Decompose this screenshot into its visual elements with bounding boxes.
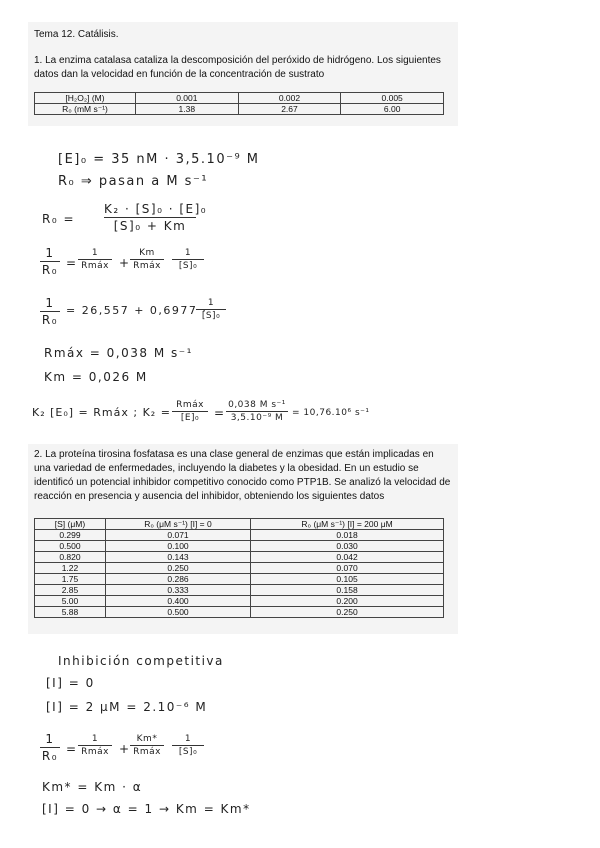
lb2-plus: + (119, 742, 131, 756)
table-row (35, 541, 444, 552)
page-title: Tema 12. Catálisis. (34, 29, 119, 40)
fit-equation: = 26,557 + 0,6977 · (66, 304, 208, 317)
table-cell: 5.00 (35, 596, 106, 607)
table-cell: 0.042 (251, 552, 444, 563)
lb-term3 (172, 248, 204, 271)
lb-r0: R₀ (41, 313, 59, 327)
fraction-bar (172, 745, 204, 746)
problem1-table (34, 92, 444, 115)
lb-s0: [S]₀ (178, 747, 198, 757)
lb-km: Km (139, 248, 155, 258)
mm-numerator: K₂ · [S]₀ · [E]₀ (104, 202, 208, 216)
table-cell: 0.100 (105, 541, 250, 552)
lb-term2 (130, 248, 164, 271)
fraction-bar (130, 259, 164, 260)
lb-one: 1 (184, 248, 192, 258)
fraction-bar (172, 259, 204, 260)
lb-rmax: Rmáx (81, 261, 109, 271)
table-cell: 0.001 (136, 93, 239, 104)
table-cell: 0.018 (251, 530, 444, 541)
fit-lhs (40, 296, 60, 327)
k2-equals: = (214, 406, 226, 420)
table-cell: 0.500 (105, 607, 250, 618)
table-cell: 0.143 (105, 552, 250, 563)
row-label: R₀ (mM s⁻¹) (35, 104, 136, 115)
table-cell: 0.250 (251, 607, 444, 618)
table-row (35, 552, 444, 563)
lb-equals: = (66, 256, 78, 270)
inhibition-title: Inhibición competitiva (58, 654, 224, 668)
table-cell: 0.105 (251, 574, 444, 585)
table-cell: 5.88 (35, 607, 106, 618)
lb-lhs (40, 246, 60, 277)
lb-s0: [S]₀ (178, 261, 198, 271)
zero-inhibitor-conclusion: [I] = 0 → α = 1 → Km = Km* (42, 802, 251, 816)
column-header: R₀ (μM s⁻¹) [I] = 200 μM (251, 519, 444, 530)
column-header: [S] (μM) (35, 519, 106, 530)
lb-one: 1 (91, 248, 99, 258)
fraction-bar (78, 259, 112, 260)
table-cell: 2.85 (35, 585, 106, 596)
fraction-bar (226, 411, 288, 412)
table-row (35, 93, 444, 104)
table-cell: 0.286 (105, 574, 250, 585)
table-cell: 0.250 (105, 563, 250, 574)
table-cell: 0.200 (251, 596, 444, 607)
lb2-term2 (130, 734, 164, 757)
fraction-bar (40, 311, 60, 312)
table-cell: 0.400 (105, 596, 250, 607)
k2-frac1 (172, 400, 208, 423)
k2-lhs: K₂ [E₀] = Rmáx ; K₂ = (32, 406, 171, 419)
k2-den1: [E]₀ (180, 413, 200, 423)
column-header: R₀ (μM s⁻¹) [I] = 0 (105, 519, 250, 530)
lb-rmax: Rmáx (81, 747, 109, 757)
enzyme-concentration: [E]₀ = 35 nM · 3,5.10⁻⁹ M (58, 152, 260, 167)
lb2-lhs (40, 732, 60, 763)
lb-plus: + (119, 256, 131, 270)
table-cell: 0.333 (105, 585, 250, 596)
fraction-bar (78, 745, 112, 746)
problem2-table (34, 518, 444, 618)
fraction-bar (130, 745, 164, 746)
lb2-term1 (78, 734, 112, 757)
lb-one: 1 (91, 734, 99, 744)
table-cell: 1.22 (35, 563, 106, 574)
k2-den2: 3,5.10⁻⁹ M (230, 413, 284, 423)
lb2-term3 (172, 734, 204, 757)
fraction-bar (40, 261, 60, 262)
lb-one: 1 (45, 246, 55, 260)
fraction-bar (172, 411, 208, 412)
fraction-bar (104, 217, 196, 218)
k2-result: = 10,76.10⁶ s⁻¹ (292, 408, 370, 418)
problem2-text: 2. La proteína tirosina fosfatasa es una clase general de enzimas que están implicadas en una variedad de enfermedades, incluyendo la diabetes y la obesidad. En un estudio se identificó un potencial inhibidor competitivo conocido como PTP1B. Se analizó la velocidad de reacción en presencia y ausencia del inhibidor, obteniendo los siguientes datos (34, 449, 451, 502)
unit-conversion-note: R₀ ⇒ pasan a M s⁻¹ (58, 174, 209, 189)
km-value: Km = 0,026 M (44, 370, 148, 384)
table-cell: 0.005 (341, 93, 444, 104)
table-cell: 0.500 (35, 541, 106, 552)
table-cell: 0.158 (251, 585, 444, 596)
fit-term (196, 298, 226, 321)
lb-one: 1 (45, 296, 55, 310)
table-row (35, 607, 444, 618)
lb2-equals: = (66, 742, 78, 756)
lb-rmax: Rmáx (133, 261, 161, 271)
lb-one: 1 (184, 734, 192, 744)
table-header-row (35, 519, 444, 530)
mm-lhs: R₀ = (42, 212, 76, 226)
lb-kmstar: Km* (136, 734, 158, 744)
table-row (35, 530, 444, 541)
table-row (35, 596, 444, 607)
k2-num2: 0,038 M s⁻¹ (228, 400, 286, 410)
inhibitor-concentration: [I] = 2 μM = 2.10⁻⁶ M (46, 700, 208, 714)
table-cell: 1.38 (136, 104, 239, 115)
mm-denominator: [S]₀ + Km (113, 219, 187, 233)
table-row (35, 574, 444, 585)
lb-r0: R₀ (41, 263, 59, 277)
inhibitor-zero: [I] = 0 (46, 676, 95, 690)
table-row (35, 563, 444, 574)
table-cell: 1.75 (35, 574, 106, 585)
table-cell: 0.071 (105, 530, 250, 541)
fraction-bar (196, 309, 226, 310)
table-cell: 2.67 (238, 104, 341, 115)
fraction-bar (40, 747, 60, 748)
table-cell: 0.002 (238, 93, 341, 104)
lb-s0: [S]₀ (201, 311, 221, 321)
problem1-text: 1. La enzima catalasa cataliza la descomposición del peróxido de hidrógeno. Los siguientes datos dan la velocidad en función de la concentración de sustrato (34, 55, 441, 80)
lb-one: 1 (45, 732, 55, 746)
kmstar-definition: Km* = Km · α (42, 780, 143, 794)
table-cell: 0.299 (35, 530, 106, 541)
mm-fraction (104, 202, 208, 233)
lb-term1 (78, 248, 112, 271)
lb-one: 1 (207, 298, 215, 308)
lb-r0: R₀ (41, 749, 59, 763)
table-row (35, 104, 444, 115)
table-cell: 6.00 (341, 104, 444, 115)
k2-frac2 (226, 400, 288, 423)
rmax-value: Rmáx = 0,038 M s⁻¹ (44, 346, 193, 360)
table-cell: 0.030 (251, 541, 444, 552)
table-cell: 0.820 (35, 552, 106, 563)
k2-num1: Rmáx (176, 400, 204, 410)
table-row (35, 585, 444, 596)
row-label: [H₂O₂] (M) (35, 93, 136, 104)
lb-rmax: Rmáx (133, 747, 161, 757)
table-cell: 0.070 (251, 563, 444, 574)
